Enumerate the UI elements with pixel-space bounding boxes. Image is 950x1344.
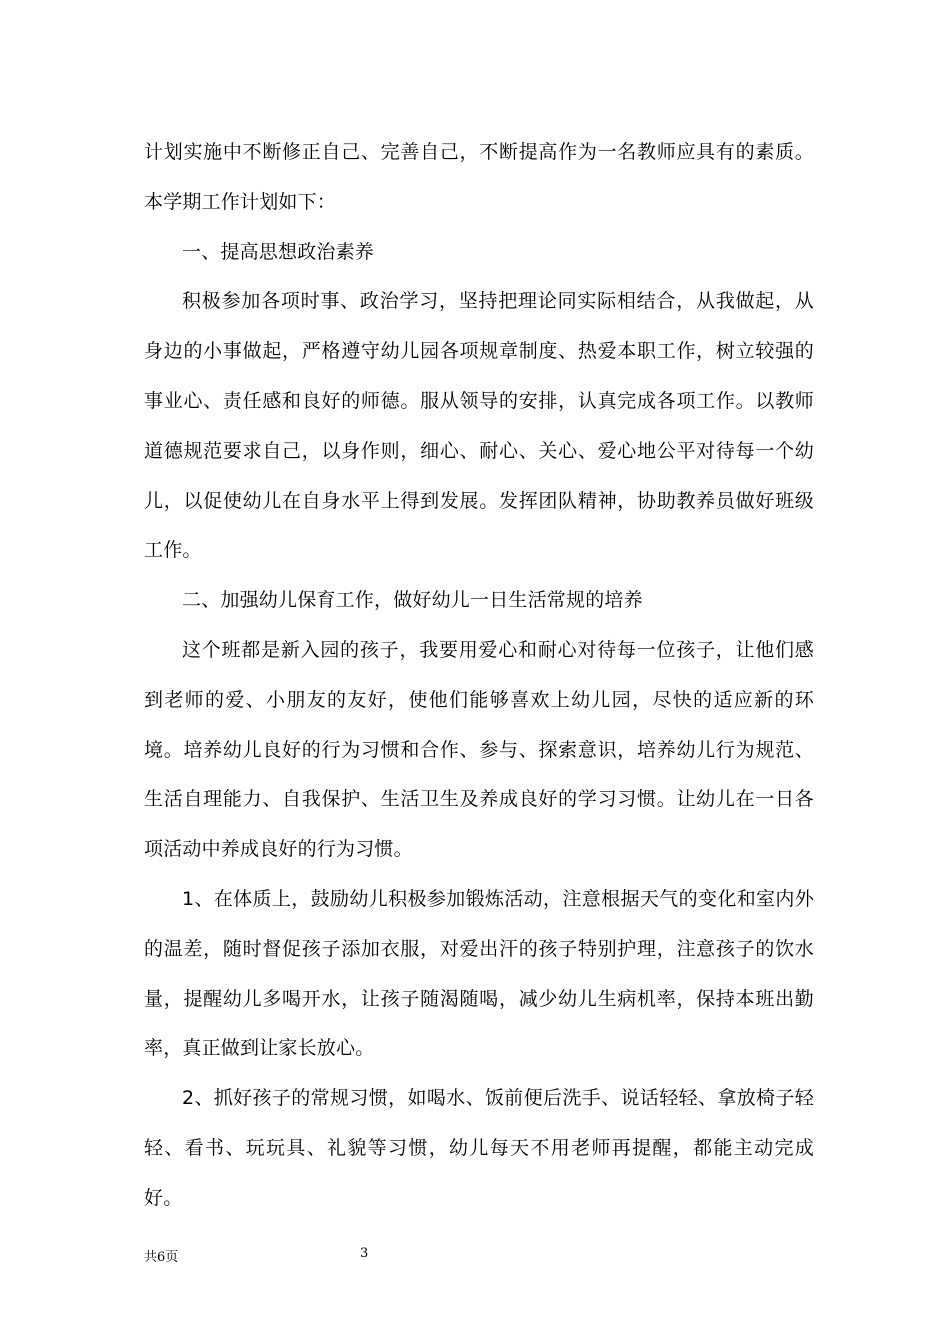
- page-number: 3: [360, 1246, 369, 1261]
- list-item-physical: 1、在体质上，鼓励幼儿积极参加锻炼活动，注意根据天气的变化和室内外的温差，随时督促孩子添加衣服，对爱出汗的孩子特别护理，注意孩子的饮水量，提醒幼儿多喝开水，让孩子随渴随喝，减少幼儿生病机率，保持本班出勤率，真正做到让家长放心。: [144, 887, 814, 1060]
- paragraph-political-study: 积极参加各项时事、政治学习，坚持把理论同实际相结合，从我做起，从身边的小事做起，严格遵守幼儿园各项规章制度、热爱本职工作，树立较强的事业心、责任感和良好的师德。服从领导的安排，认真完成各项工作。以教师道德规范要求自己，以身作则，细心、耐心、关心、爱心地公平对待每一个幼儿，以促使幼儿在自身水平上得到发展。发挥团队精神，协助教养员做好班级工作。: [144, 290, 814, 562]
- total-pages-label: 共6页: [144, 1250, 179, 1265]
- paragraph-continued: 计划实施中不断修正自己、完善自己，不断提高作为一名教师应具有的素质。本学期工作计划如下：: [144, 141, 814, 213]
- section-heading-2: 二、加强幼儿保育工作，做好幼儿一日生活常规的培养: [182, 589, 643, 612]
- paragraph-new-children: 这个班都是新入园的孩子，我要用爱心和耐心对待每一位孩子，让他们感到老师的爱、小朋友的友好，使他们能够喜欢上幼儿园，尽快的适应新的环境。培养幼儿良好的行为习惯和合作、参与、探索意识，培养幼儿行为规范、生活自理能力、自我保护、生活卫生及养成良好的学习习惯。让幼儿在一日各项活动中养成良好的行为习惯。: [144, 638, 814, 861]
- section-heading-1: 一、提高思想政治素养: [182, 240, 375, 263]
- document-body: [144, 128, 814, 1224]
- list-item-habits: 2、抓好孩子的常规习惯，如喝水、饭前便后洗手、说话轻轻、拿放椅子轻轻、看书、玩玩具、礼貌等习惯，幼儿每天不用老师再提醒，都能主动完成好。: [144, 1087, 814, 1209]
